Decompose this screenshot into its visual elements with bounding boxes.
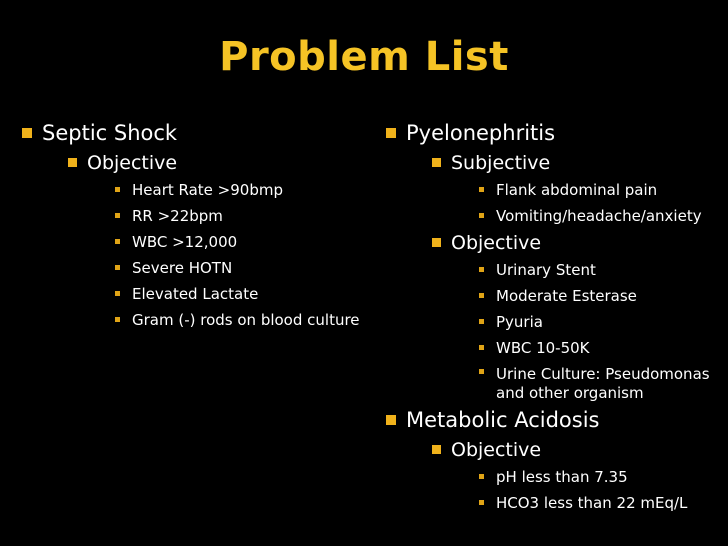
item-text: pH less than 7.35: [496, 468, 628, 486]
square-bullet-icon: [115, 213, 120, 218]
square-bullet-icon: [479, 345, 484, 350]
item-text: HCO3 less than 22 mEq/L: [496, 494, 688, 512]
square-bullet-icon: [115, 239, 120, 244]
list-item: [115, 281, 362, 307]
left-column: [22, 118, 362, 333]
square-bullet-icon: [479, 369, 484, 374]
list-item: [479, 177, 726, 203]
square-bullet-icon: [479, 293, 484, 298]
problem-pyelonephritis: [386, 118, 726, 405]
item-text: Urine Culture: Pseudomonas and other organism: [496, 365, 710, 402]
square-bullet-icon: [386, 415, 396, 425]
problem-label: Metabolic Acidosis: [406, 408, 600, 432]
item-text: Moderate Esterase: [496, 287, 637, 305]
list-item: [479, 257, 726, 283]
square-bullet-icon: [432, 238, 441, 247]
square-bullet-icon: [22, 128, 32, 138]
list-item: [479, 335, 726, 361]
item-text: Severe HOTN: [132, 259, 233, 277]
item-text: Elevated Lactate: [132, 285, 259, 303]
item-text: Flank abdominal pain: [496, 181, 658, 199]
list-item: [115, 229, 362, 255]
item-text: Urinary Stent: [496, 261, 596, 279]
section-subjective: [432, 149, 726, 229]
square-bullet-icon: [479, 267, 484, 272]
section-label: Objective: [451, 232, 542, 254]
slide-title: Problem List: [219, 34, 509, 80]
list-item: [115, 307, 362, 333]
square-bullet-icon: [115, 187, 120, 192]
list-item: [115, 177, 362, 203]
section-objective: [432, 229, 726, 405]
square-bullet-icon: [386, 128, 396, 138]
item-text: Vomiting/headache/anxiety: [496, 207, 702, 225]
section-objective: [432, 436, 726, 516]
square-bullet-icon: [68, 158, 77, 167]
list-item: [479, 464, 726, 490]
problem-label: Septic Shock: [42, 121, 178, 145]
section-label: Subjective: [451, 152, 551, 174]
square-bullet-icon: [432, 445, 441, 454]
square-bullet-icon: [479, 500, 484, 505]
item-text: Heart Rate >90bmp: [132, 181, 283, 199]
problem-label: Pyelonephritis: [406, 121, 556, 145]
square-bullet-icon: [115, 265, 120, 270]
item-text: Gram (-) rods on blood culture: [132, 311, 360, 329]
square-bullet-icon: [479, 319, 484, 324]
square-bullet-icon: [432, 158, 441, 167]
square-bullet-icon: [479, 213, 484, 218]
list-item: [479, 283, 726, 309]
item-text: RR >22bpm: [132, 207, 223, 225]
square-bullet-icon: [115, 291, 120, 296]
item-text: WBC 10-50K: [496, 339, 590, 357]
square-bullet-icon: [115, 317, 120, 322]
square-bullet-icon: [479, 474, 484, 479]
item-text: Pyuria: [496, 313, 543, 331]
section-label: Objective: [451, 439, 542, 461]
list-item: [479, 361, 726, 405]
list-item: [115, 203, 362, 229]
problem-septic-shock: [22, 118, 362, 333]
list-item: [479, 309, 726, 335]
list-item: [115, 255, 362, 281]
section-label: Objective: [87, 152, 178, 174]
problem-metabolic-acidosis: [386, 405, 726, 516]
section-objective: [68, 149, 362, 333]
list-item: [479, 490, 726, 516]
item-text: WBC >12,000: [132, 233, 238, 251]
list-item: [479, 203, 726, 229]
right-column: [386, 118, 726, 516]
square-bullet-icon: [479, 187, 484, 192]
